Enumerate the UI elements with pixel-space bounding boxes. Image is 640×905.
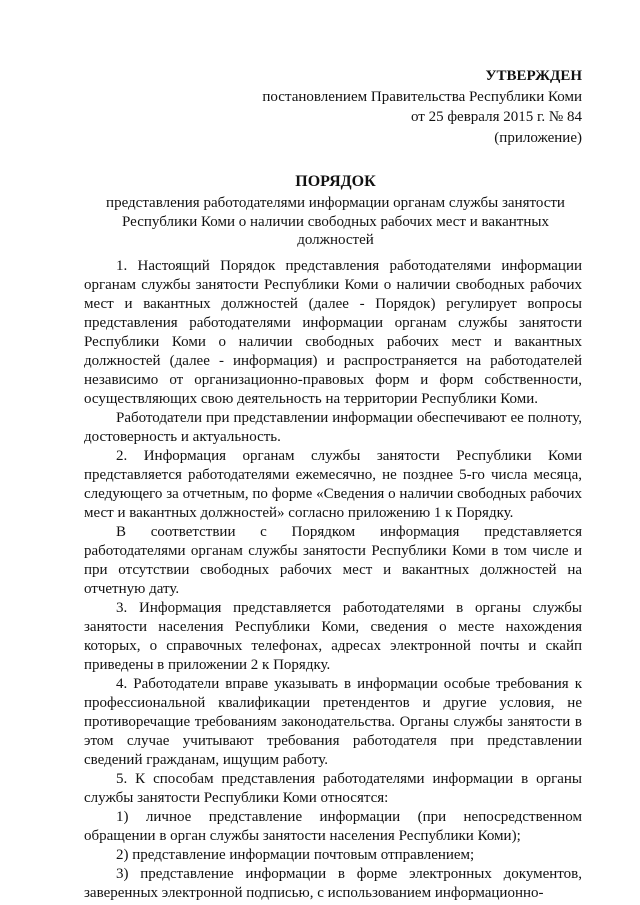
approval-annex-note: (приложение) [494,129,582,146]
paragraph-2: 2. Информация органам службы занятости Республики Коми представляется работодателями ежемесячно, не позднее 5-го числа месяца, следующего за отчетным, по форме «Сведения о наличии свободных рабочих мест и вакантных должностей» согласно приложению 1 к Порядку. [84,448,582,521]
paragraph-2-note: В соответствии с Порядком информация представляется работодателями органам службы занятости Республики Коми в том числе и при отсутствии свободных рабочих мест и вакантных должностей на отчетную дату. [84,524,582,597]
approval-heading: УТВЕРЖДЕН [485,68,582,84]
document-title-block [88,172,583,250]
approval-stamp [262,66,582,148]
approval-decree: постановлением Правительства Республики Коми [262,88,582,105]
list-item-3: 3) представление информации в форме электронных документов, заверенных электронной подписью, с использованием информационно- [84,866,582,901]
paragraph-3: 3. Информация представляется работодателями в органы службы занятости населения Республики Коми, сведения о месте нахождения которых, о справочных телефонах, адресах электронной почты и скайп приведены в приложении 2 к Порядку. [84,600,582,673]
document-title: ПОРЯДОК [295,173,376,190]
paragraph-1: 1. Настоящий Порядок представления работодателями информации органам службы занятости Республики Коми о наличии свободных рабочих мест и вакантных должностей (далее - Порядок) регулирует вопросы представления работодателями информации органам службы занятости Республики Коми о наличии свободных рабочих мест и вакантных должностей (далее - информация) и распространяется на работодателей независимо от организационно-правовых форм и форм собственности, осуществляющих свою деятельность на территории Республики Коми. [84,258,582,407]
document-body [84,257,582,903]
approval-date: от 25 февраля 2015 г. № 84 [410,109,582,125]
list-item-2: 2) представление информации почтовым отправлением; [116,847,475,863]
paragraph-5: 5. К способам представления работодателями информации в органы службы занятости Республики Коми относятся: [84,771,582,806]
paragraph-4: 4. Работодатели вправе указывать в информации особые требования к профессиональной квалификации претендентов и другие условия, не противоречащие требованиям законодательства. Органы службы занятости в этом случае учитывают требования работодателя при представлении сведений гражданам, ищущим работу. [84,676,582,768]
document-subtitle: представления работодателями информации органам службы занятости Республики Коми о наличии свободных рабочих мест и вакантных должностей [106,195,565,248]
paragraph-1-note: Работодатели при представлении информации обеспечивают ее полноту, достоверность и актуальность. [84,410,582,445]
list-item-1: 1) личное представление информации (при непосредственном обращении в орган службы занятости населения Республики Коми); [84,809,582,844]
